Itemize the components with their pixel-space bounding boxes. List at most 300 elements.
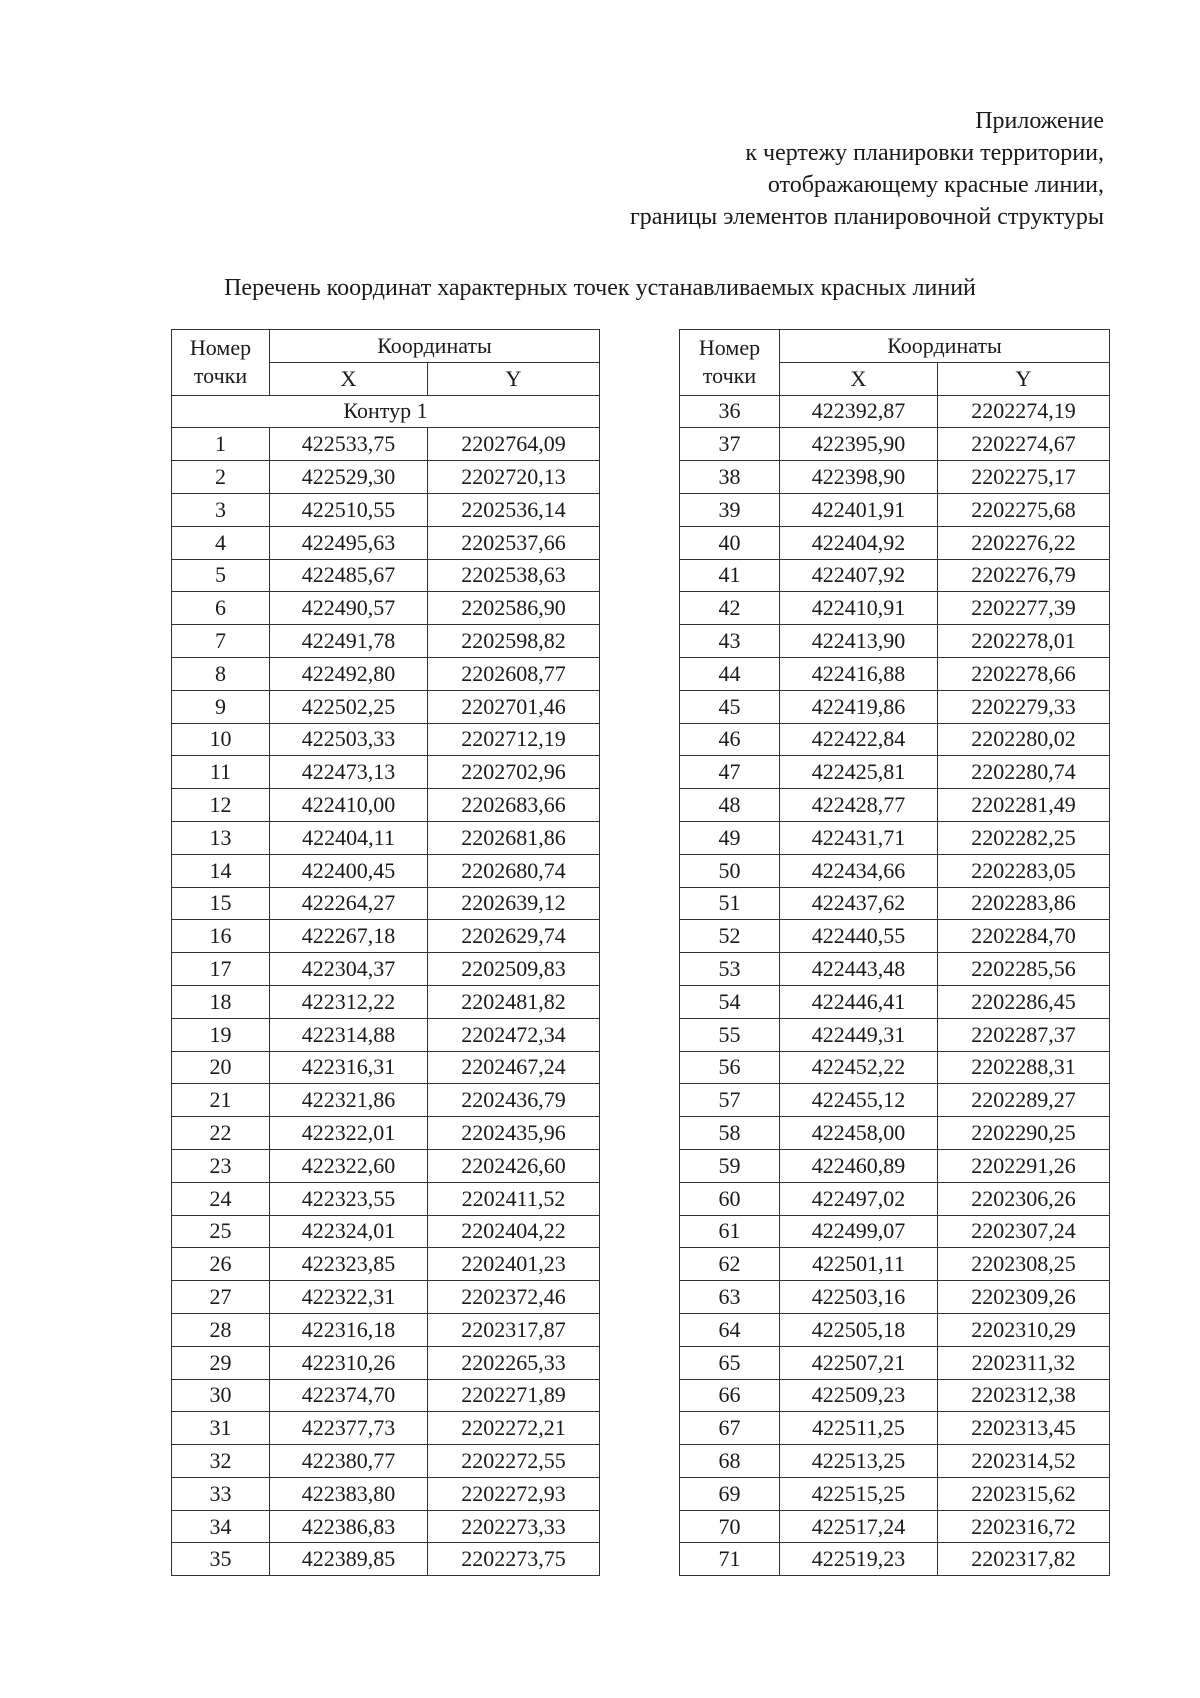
table-row: [680, 1248, 1110, 1281]
y-coordinate-cell: 2202436,79: [428, 1084, 600, 1117]
x-coordinate-cell: 422419,86: [780, 690, 938, 723]
y-coordinate-cell: 2202472,34: [428, 1018, 600, 1051]
point-number-cell: 43: [680, 625, 780, 658]
x-coordinate-cell: 422502,25: [270, 690, 428, 723]
x-coordinate-cell: 422310,26: [270, 1346, 428, 1379]
table-row: [680, 854, 1110, 887]
table-row: [680, 625, 1110, 658]
y-coordinate-cell: 2202289,27: [938, 1084, 1110, 1117]
table-row: [680, 1084, 1110, 1117]
x-coordinate-cell: 422264,27: [270, 887, 428, 920]
table-row: [172, 953, 600, 986]
y-coordinate-cell: 2202307,24: [938, 1215, 1110, 1248]
y-coordinate-cell: 2202315,62: [938, 1477, 1110, 1510]
table-row: [172, 1346, 600, 1379]
table-row: [680, 1313, 1110, 1346]
y-coordinate-cell: 2202274,67: [938, 428, 1110, 461]
table-row: [172, 428, 600, 461]
x-coordinate-cell: 422407,92: [780, 559, 938, 592]
table-row: [680, 592, 1110, 625]
x-coordinate-cell: 422404,11: [270, 821, 428, 854]
point-number-header: [680, 330, 780, 396]
table-row: [172, 1313, 600, 1346]
y-coordinate-cell: 2202681,86: [428, 821, 600, 854]
table-row: [680, 1543, 1110, 1576]
table-row: [680, 657, 1110, 690]
y-coordinate-cell: 2202265,33: [428, 1346, 600, 1379]
point-number-cell: 61: [680, 1215, 780, 1248]
appendix-heading: [630, 105, 1104, 233]
table-row: [680, 1281, 1110, 1314]
point-number-cell: 4: [172, 526, 270, 559]
table-row: [680, 526, 1110, 559]
x-coordinate-cell: 422515,25: [780, 1477, 938, 1510]
table-row: [172, 1149, 600, 1182]
table-row: [680, 756, 1110, 789]
point-number-cell: 31: [172, 1412, 270, 1445]
y-coordinate-cell: 2202639,12: [428, 887, 600, 920]
point-number-cell: 71: [680, 1543, 780, 1576]
heading-line-2: к чертежу планировки территории,: [745, 140, 1104, 166]
y-column-header: Y: [938, 362, 1110, 395]
y-coordinate-cell: 2202629,74: [428, 920, 600, 953]
point-number-cell: 52: [680, 920, 780, 953]
x-coordinate-cell: 422322,01: [270, 1117, 428, 1150]
table-row: [172, 559, 600, 592]
table-row: [172, 1117, 600, 1150]
y-coordinate-cell: 2202283,86: [938, 887, 1110, 920]
x-coordinate-cell: 422398,90: [780, 461, 938, 494]
point-number-cell: 42: [680, 592, 780, 625]
table-row: [172, 1543, 600, 1576]
table-row: [172, 1379, 600, 1412]
point-number-cell: 35: [172, 1543, 270, 1576]
table-row: [680, 920, 1110, 953]
table-row: [172, 1477, 600, 1510]
point-number-cell: 48: [680, 789, 780, 822]
table-row: [680, 887, 1110, 920]
y-coordinate-cell: 2202308,25: [938, 1248, 1110, 1281]
y-coordinate-cell: 2202276,79: [938, 559, 1110, 592]
table-row: [172, 1215, 600, 1248]
x-coordinate-cell: 422452,22: [780, 1051, 938, 1084]
y-coordinate-cell: 2202311,32: [938, 1346, 1110, 1379]
y-coordinate-cell: 2202712,19: [428, 723, 600, 756]
y-coordinate-cell: 2202586,90: [428, 592, 600, 625]
table-row: [172, 493, 600, 526]
point-number-cell: 9: [172, 690, 270, 723]
x-coordinate-cell: 422416,88: [780, 657, 938, 690]
y-coordinate-cell: 2202537,66: [428, 526, 600, 559]
point-number-cell: 3: [172, 493, 270, 526]
y-coordinate-cell: 2202278,01: [938, 625, 1110, 658]
table-row: [172, 1182, 600, 1215]
point-number-cell: 66: [680, 1379, 780, 1412]
x-coordinate-cell: 422425,81: [780, 756, 938, 789]
point-number-cell: 8: [172, 657, 270, 690]
point-number-cell: 49: [680, 821, 780, 854]
point-number-cell: 14: [172, 854, 270, 887]
y-coordinate-cell: 2202273,75: [428, 1543, 600, 1576]
y-coordinate-cell: 2202598,82: [428, 625, 600, 658]
x-coordinate-cell: 422392,87: [780, 395, 938, 428]
x-coordinate-cell: 422455,12: [780, 1084, 938, 1117]
y-coordinate-cell: 2202272,55: [428, 1445, 600, 1478]
table-row: [680, 493, 1110, 526]
table-row: [172, 789, 600, 822]
table-row: [172, 657, 600, 690]
x-coordinate-cell: 422503,33: [270, 723, 428, 756]
y-coordinate-cell: 2202720,13: [428, 461, 600, 494]
point-number-cell: 29: [172, 1346, 270, 1379]
point-number-cell: 57: [680, 1084, 780, 1117]
x-coordinate-cell: 422513,25: [780, 1445, 938, 1478]
x-coordinate-cell: 422434,66: [780, 854, 938, 887]
x-coordinate-cell: 422323,85: [270, 1248, 428, 1281]
y-coordinate-cell: 2202276,22: [938, 526, 1110, 559]
y-coordinate-cell: 2202312,38: [938, 1379, 1110, 1412]
table-row: [680, 1149, 1110, 1182]
x-coordinate-cell: 422517,24: [780, 1510, 938, 1543]
y-coordinate-cell: 2202608,77: [428, 657, 600, 690]
table-row: [680, 690, 1110, 723]
y-coordinate-cell: 2202282,25: [938, 821, 1110, 854]
x-coordinate-cell: 422321,86: [270, 1084, 428, 1117]
y-coordinate-cell: 2202280,02: [938, 723, 1110, 756]
point-number-cell: 51: [680, 887, 780, 920]
heading-line-3: отображающему красные линии,: [767, 172, 1104, 198]
y-coordinate-cell: 2202280,74: [938, 756, 1110, 789]
point-number-cell: 54: [680, 985, 780, 1018]
x-coordinate-cell: 422446,41: [780, 985, 938, 1018]
point-number-cell: 65: [680, 1346, 780, 1379]
table-row: [680, 1018, 1110, 1051]
x-coordinate-cell: 422401,91: [780, 493, 938, 526]
table-row: [680, 1510, 1110, 1543]
point-number-cell: 41: [680, 559, 780, 592]
y-coordinate-cell: 2202309,26: [938, 1281, 1110, 1314]
y-coordinate-cell: 2202683,66: [428, 789, 600, 822]
x-coordinate-cell: 422490,57: [270, 592, 428, 625]
x-coordinate-cell: 422374,70: [270, 1379, 428, 1412]
point-number-cell: 17: [172, 953, 270, 986]
point-number-cell: 20: [172, 1051, 270, 1084]
table-row: [680, 985, 1110, 1018]
table-row: [680, 723, 1110, 756]
coordinates-header: Координаты: [270, 330, 600, 363]
point-number-cell: 47: [680, 756, 780, 789]
table-row: [172, 1248, 600, 1281]
y-coordinate-cell: 2202317,87: [428, 1313, 600, 1346]
x-coordinate-cell: 422316,18: [270, 1313, 428, 1346]
point-number-cell: 64: [680, 1313, 780, 1346]
point-number-header-line1: Номер: [189, 335, 252, 361]
y-coordinate-cell: 2202286,45: [938, 985, 1110, 1018]
table-row: [172, 690, 600, 723]
table-row: [680, 1379, 1110, 1412]
x-coordinate-cell: 422324,01: [270, 1215, 428, 1248]
y-coordinate-cell: 2202426,60: [428, 1149, 600, 1182]
x-coordinate-cell: 422485,67: [270, 559, 428, 592]
x-coordinate-cell: 422314,88: [270, 1018, 428, 1051]
point-number-cell: 24: [172, 1182, 270, 1215]
point-number-cell: 25: [172, 1215, 270, 1248]
x-coordinate-cell: 422443,48: [780, 953, 938, 986]
y-column-header: Y: [428, 362, 600, 395]
x-column-header: X: [780, 362, 938, 395]
point-number-cell: 59: [680, 1149, 780, 1182]
y-coordinate-cell: 2202288,31: [938, 1051, 1110, 1084]
point-number-cell: 69: [680, 1477, 780, 1510]
table-row: [680, 1182, 1110, 1215]
table-row: [172, 526, 600, 559]
table-row: [680, 821, 1110, 854]
x-coordinate-cell: 422449,31: [780, 1018, 938, 1051]
x-coordinate-cell: 422440,55: [780, 920, 938, 953]
y-coordinate-cell: 2202314,52: [938, 1445, 1110, 1478]
point-number-cell: 10: [172, 723, 270, 756]
table-row: [680, 1445, 1110, 1478]
point-number-cell: 34: [172, 1510, 270, 1543]
point-number-cell: 22: [172, 1117, 270, 1150]
x-coordinate-cell: 422510,55: [270, 493, 428, 526]
point-number-cell: 5: [172, 559, 270, 592]
point-number-cell: 50: [680, 854, 780, 887]
point-number-cell: 13: [172, 821, 270, 854]
coordinates-header: Координаты: [780, 330, 1110, 363]
y-coordinate-cell: 2202313,45: [938, 1412, 1110, 1445]
x-coordinate-cell: 422529,30: [270, 461, 428, 494]
table-row: [172, 1084, 600, 1117]
point-number-cell: 27: [172, 1281, 270, 1314]
table-row: [172, 920, 600, 953]
y-coordinate-cell: 2202538,63: [428, 559, 600, 592]
y-coordinate-cell: 2202509,83: [428, 953, 600, 986]
y-coordinate-cell: 2202277,39: [938, 592, 1110, 625]
point-number-cell: 68: [680, 1445, 780, 1478]
table-row: [172, 1018, 600, 1051]
point-number-cell: 21: [172, 1084, 270, 1117]
y-coordinate-cell: 2202404,22: [428, 1215, 600, 1248]
y-coordinate-cell: 2202317,82: [938, 1543, 1110, 1576]
y-coordinate-cell: 2202272,21: [428, 1412, 600, 1445]
point-number-cell: 44: [680, 657, 780, 690]
x-coordinate-cell: 422533,75: [270, 428, 428, 461]
x-coordinate-cell: 422519,23: [780, 1543, 938, 1576]
point-number-cell: 38: [680, 461, 780, 494]
x-coordinate-cell: 422380,77: [270, 1445, 428, 1478]
point-number-cell: 33: [172, 1477, 270, 1510]
point-number-cell: 45: [680, 690, 780, 723]
point-number-cell: 70: [680, 1510, 780, 1543]
y-coordinate-cell: 2202306,26: [938, 1182, 1110, 1215]
table-row: [680, 428, 1110, 461]
y-coordinate-cell: 2202702,96: [428, 756, 600, 789]
table-row: [172, 887, 600, 920]
point-number-cell: 18: [172, 985, 270, 1018]
coordinates-table-left: [171, 329, 600, 1576]
y-coordinate-cell: 2202283,05: [938, 854, 1110, 887]
point-number-cell: 26: [172, 1248, 270, 1281]
point-number-cell: 67: [680, 1412, 780, 1445]
y-coordinate-cell: 2202290,25: [938, 1117, 1110, 1150]
x-coordinate-cell: 422437,62: [780, 887, 938, 920]
x-coordinate-cell: 422509,23: [780, 1379, 938, 1412]
table-row: [680, 461, 1110, 494]
coordinates-table-right: [679, 329, 1110, 1576]
x-coordinate-cell: 422495,63: [270, 526, 428, 559]
x-coordinate-cell: 422458,00: [780, 1117, 938, 1150]
y-coordinate-cell: 2202401,23: [428, 1248, 600, 1281]
y-coordinate-cell: 2202372,46: [428, 1281, 600, 1314]
table-row: [172, 1051, 600, 1084]
table-row: [172, 723, 600, 756]
point-number-cell: 12: [172, 789, 270, 822]
x-coordinate-cell: 422404,92: [780, 526, 938, 559]
table-row: [172, 625, 600, 658]
x-coordinate-cell: 422304,37: [270, 953, 428, 986]
x-coordinate-cell: 422322,31: [270, 1281, 428, 1314]
x-coordinate-cell: 422389,85: [270, 1543, 428, 1576]
point-number-cell: 32: [172, 1445, 270, 1478]
point-number-cell: 11: [172, 756, 270, 789]
table-row: [172, 461, 600, 494]
table-row: [172, 1412, 600, 1445]
point-number-header-line2: точки: [702, 363, 757, 389]
x-coordinate-cell: 422377,73: [270, 1412, 428, 1445]
table-row: [172, 592, 600, 625]
y-coordinate-cell: 2202275,68: [938, 493, 1110, 526]
y-coordinate-cell: 2202701,46: [428, 690, 600, 723]
y-coordinate-cell: 2202279,33: [938, 690, 1110, 723]
y-coordinate-cell: 2202274,19: [938, 395, 1110, 428]
point-number-cell: 55: [680, 1018, 780, 1051]
x-coordinate-cell: 422428,77: [780, 789, 938, 822]
x-coordinate-cell: 422497,02: [780, 1182, 938, 1215]
table-row: [680, 1346, 1110, 1379]
x-coordinate-cell: 422410,00: [270, 789, 428, 822]
y-coordinate-cell: 2202435,96: [428, 1117, 600, 1150]
table-row: [680, 1051, 1110, 1084]
x-coordinate-cell: 422322,60: [270, 1149, 428, 1182]
point-number-cell: 53: [680, 953, 780, 986]
y-coordinate-cell: 2202273,33: [428, 1510, 600, 1543]
point-number-cell: 63: [680, 1281, 780, 1314]
y-coordinate-cell: 2202411,52: [428, 1182, 600, 1215]
table-row: [172, 821, 600, 854]
y-coordinate-cell: 2202291,26: [938, 1149, 1110, 1182]
point-number-cell: 30: [172, 1379, 270, 1412]
table-row: [172, 1445, 600, 1478]
table-row: [680, 1477, 1110, 1510]
heading-line-4: границы элементов планировочной структуры: [629, 204, 1104, 230]
table-row: [172, 854, 600, 887]
point-number-cell: 56: [680, 1051, 780, 1084]
point-number-cell: 16: [172, 920, 270, 953]
point-number-cell: 2: [172, 461, 270, 494]
y-coordinate-cell: 2202275,17: [938, 461, 1110, 494]
y-coordinate-cell: 2202316,72: [938, 1510, 1110, 1543]
table-row: [680, 395, 1110, 428]
x-coordinate-cell: 422316,31: [270, 1051, 428, 1084]
x-coordinate-cell: 422505,18: [780, 1313, 938, 1346]
y-coordinate-cell: 2202287,37: [938, 1018, 1110, 1051]
table-row: [172, 985, 600, 1018]
table-row: [172, 1510, 600, 1543]
point-number-cell: 1: [172, 428, 270, 461]
x-coordinate-cell: 422267,18: [270, 920, 428, 953]
x-coordinate-cell: 422422,84: [780, 723, 938, 756]
y-coordinate-cell: 2202272,93: [428, 1477, 600, 1510]
x-coordinate-cell: 422400,45: [270, 854, 428, 887]
y-coordinate-cell: 2202680,74: [428, 854, 600, 887]
y-coordinate-cell: 2202278,66: [938, 657, 1110, 690]
x-coordinate-cell: 422386,83: [270, 1510, 428, 1543]
y-coordinate-cell: 2202271,89: [428, 1379, 600, 1412]
x-coordinate-cell: 422492,80: [270, 657, 428, 690]
x-coordinate-cell: 422383,80: [270, 1477, 428, 1510]
x-coordinate-cell: 422413,90: [780, 625, 938, 658]
x-coordinate-cell: 422410,91: [780, 592, 938, 625]
table-row: [680, 559, 1110, 592]
heading-line-1: Приложение: [975, 108, 1104, 134]
x-coordinate-cell: 422312,22: [270, 985, 428, 1018]
point-number-cell: 62: [680, 1248, 780, 1281]
x-coordinate-cell: 422431,71: [780, 821, 938, 854]
point-number-cell: 58: [680, 1117, 780, 1150]
y-coordinate-cell: 2202281,49: [938, 789, 1110, 822]
point-number-cell: 37: [680, 428, 780, 461]
document-title: Перечень координат характерных точек устанавливаемых красных линий: [224, 275, 976, 301]
contour-label: Контур 1: [172, 395, 600, 428]
x-coordinate-cell: 422323,55: [270, 1182, 428, 1215]
x-coordinate-cell: 422473,13: [270, 756, 428, 789]
table-row: [680, 953, 1110, 986]
point-number-header-line2: точки: [193, 363, 248, 389]
point-number-cell: 6: [172, 592, 270, 625]
x-coordinate-cell: 422499,07: [780, 1215, 938, 1248]
point-number-header: [172, 330, 270, 396]
y-coordinate-cell: 2202285,56: [938, 953, 1110, 986]
x-coordinate-cell: 422511,25: [780, 1412, 938, 1445]
point-number-cell: 39: [680, 493, 780, 526]
y-coordinate-cell: 2202467,24: [428, 1051, 600, 1084]
point-number-cell: 7: [172, 625, 270, 658]
x-coordinate-cell: 422395,90: [780, 428, 938, 461]
point-number-cell: 46: [680, 723, 780, 756]
point-number-header-line1: Номер: [698, 335, 761, 361]
point-number-cell: 19: [172, 1018, 270, 1051]
y-coordinate-cell: 2202284,70: [938, 920, 1110, 953]
x-coordinate-cell: 422501,11: [780, 1248, 938, 1281]
table-row: [680, 789, 1110, 822]
y-coordinate-cell: 2202481,82: [428, 985, 600, 1018]
point-number-cell: 15: [172, 887, 270, 920]
point-number-cell: 40: [680, 526, 780, 559]
y-coordinate-cell: 2202536,14: [428, 493, 600, 526]
point-number-cell: 23: [172, 1149, 270, 1182]
table-row: [680, 1215, 1110, 1248]
y-coordinate-cell: 2202764,09: [428, 428, 600, 461]
x-coordinate-cell: 422460,89: [780, 1149, 938, 1182]
x-column-header: X: [270, 362, 428, 395]
table-row: [172, 1281, 600, 1314]
y-coordinate-cell: 2202310,29: [938, 1313, 1110, 1346]
point-number-cell: 36: [680, 395, 780, 428]
x-coordinate-cell: 422507,21: [780, 1346, 938, 1379]
table-row: [680, 1117, 1110, 1150]
table-row: [680, 1412, 1110, 1445]
